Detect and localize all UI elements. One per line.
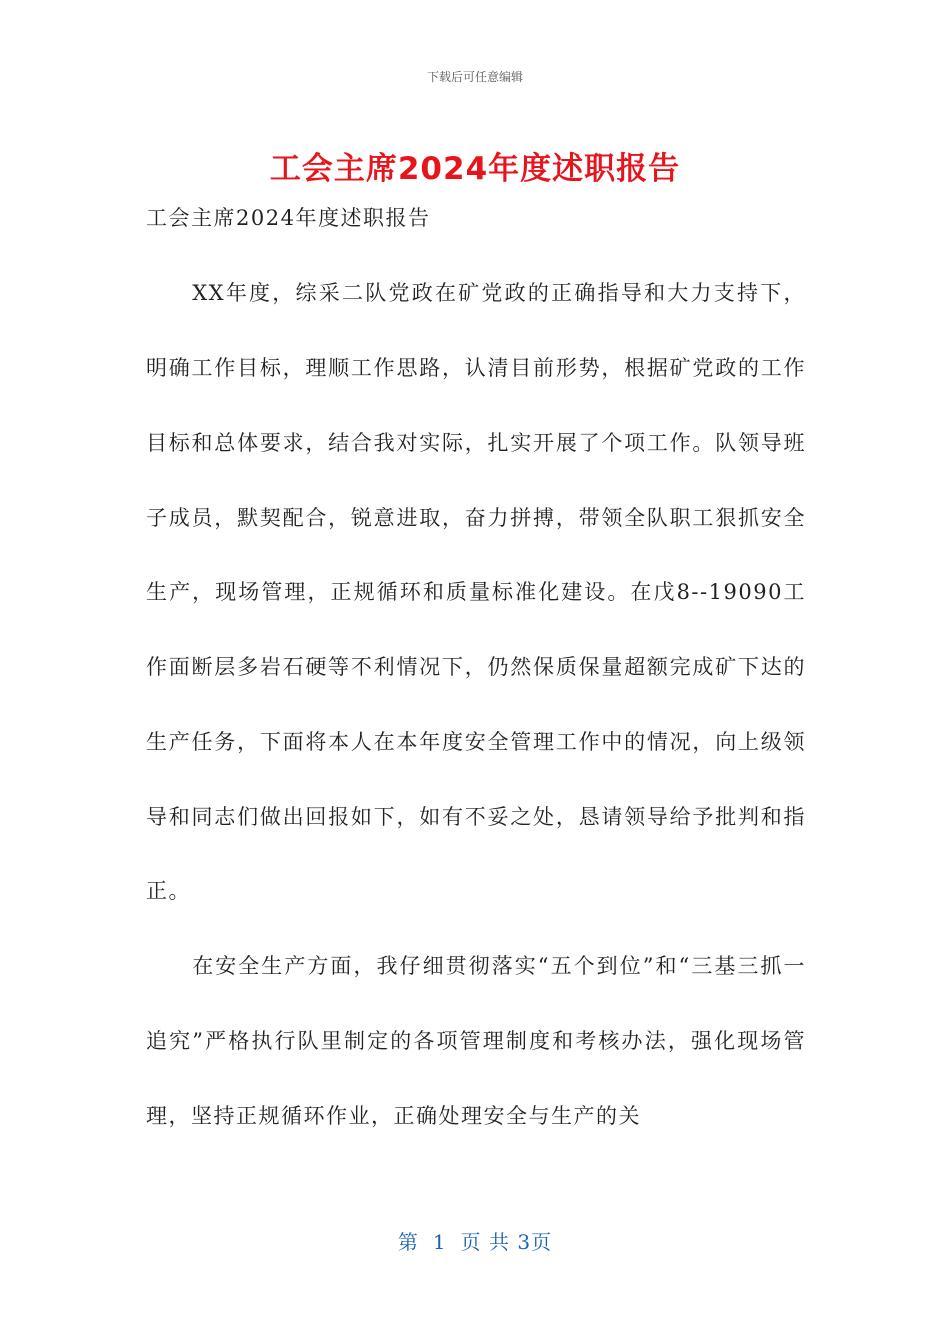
paragraph-1: XX年度，综采二队党政在矿党政的正确指导和大力支持下，明确工作目标，理顺工作思路，认清目前形势，根据矿党政的工作目标和总体要求，结合我对实际，扎实开展了个项工作。队领导班子成员，默契配合，锐意进取，奋力拼搏，带领全队职工狠抓安全生产，现场管理，正规循环和质量标准化建设。在戊8--19090工作面断层多岩石硬等不利情况下，仍然保质保量超额完成矿下达的生产任务，下面将本人在本年度安全管理工作中的情况，向上级领导和同志们做出回报如下，如有不妥之处，恳请领导给予批判和指正。 (146, 281, 806, 904)
header-note: 下载后可任意编辑 (426, 70, 523, 84)
document-title: 工会主席2024年度述职报告 (269, 151, 681, 187)
document-body (146, 200, 806, 1154)
paragraph-2: 在安全生产方面，我仔细贯彻落实“五个到位”和“三基三抓一追究”严格执行队里制定的各项管理制度和考核办法，强化现场管理，坚持正规循环作业，正确处理安全与生产的关 (146, 954, 806, 1128)
footer-total-pages: 3页 (517, 1230, 553, 1254)
footer-current-page: 1 (432, 1230, 447, 1254)
footer-middle: 页 共 (460, 1230, 510, 1254)
page-footer (0, 1226, 950, 1255)
footer-prefix: 第 (397, 1230, 419, 1254)
document-subtitle: 工会主席2024年度述职报告 (146, 206, 431, 230)
